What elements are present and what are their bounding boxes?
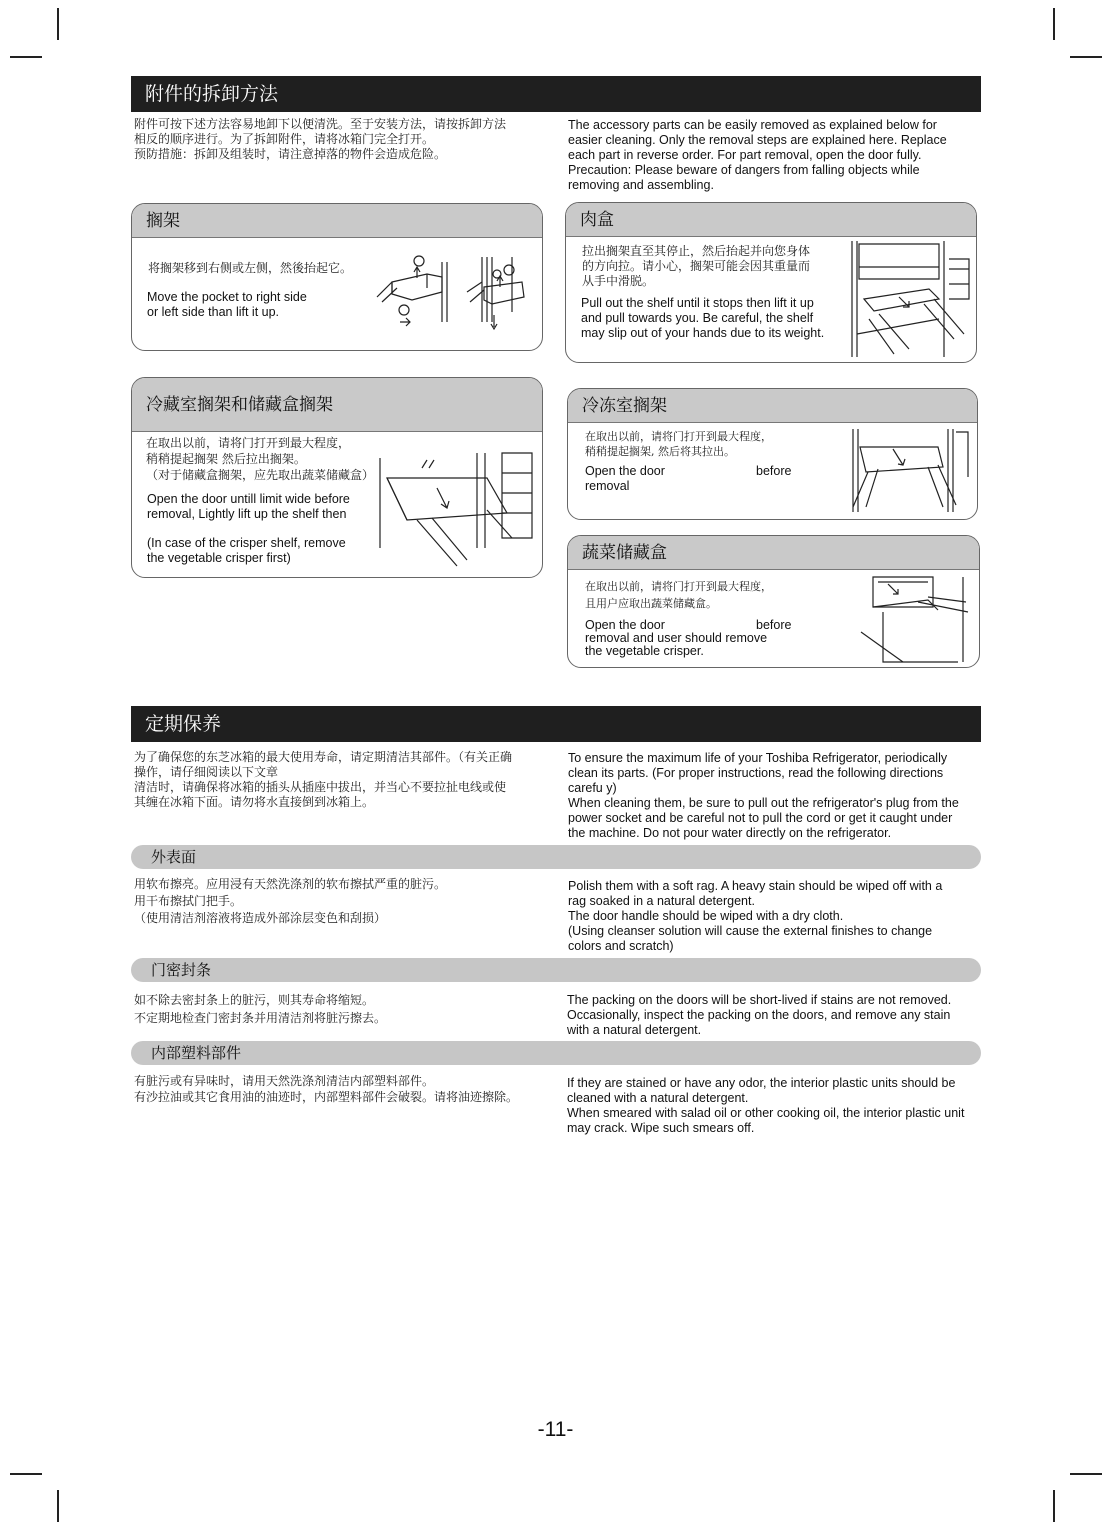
box-freezer-shelf-title: 冷冻室搁架 [568, 389, 977, 423]
crop-mark [57, 8, 59, 40]
box-fridge-shelf [131, 377, 543, 578]
exterior-en: Polish them with a soft rag. A heavy stain should be wiped off with a rag soaked in a natural detergent. The door handle should be wiped with a dry cloth. (Using cleanser solution will cause the external finishes to change colors and scratch) [568, 879, 943, 953]
page-number: -11- [537, 1418, 574, 1441]
subsection-exterior: 外表面 [131, 845, 981, 869]
maintenance-intro-cn: 为了确保您的东芝冰箱的最大使用寿命，请定期清洁其部件。（有关正确 操作，请仔细阅读以下文章 清洁时，请确保将冰箱的插头从插座中拔出，并当心不要拉扯电线或使 其缠在冰箱下面。请勿将水直接倒到冰箱上。 [134, 750, 513, 809]
box-crisper-en-left: Open the door removal and user should remove the vegetable crisper. [585, 618, 768, 658]
box-crisper-title: 蔬菜储藏盒 [568, 536, 979, 570]
crop-mark [1053, 1490, 1055, 1522]
box-fridge-shelf-en1: Open the door untill limit wide before removal, Lightly lift up the shelf then [147, 492, 350, 521]
crop-mark [1070, 56, 1102, 58]
door-pocket-illustration [372, 252, 537, 342]
door-seal-en: The packing on the doors will be short-lived if stains are not removed. Occasionally, inspect the packing on the doors, and remove any stain with a natural detergent. [567, 993, 952, 1037]
interior-plastic-cn: 有脏污或有异味时，请用天然洗涤剂清洁内部塑料部件。 有沙拉油或其它食用油的油迹时，内部塑料部件会破裂。请将油迹擦除。 [134, 1074, 519, 1104]
subsection-door-seal: 门密封条 [131, 958, 981, 982]
box-shelf [131, 203, 543, 351]
section-header-bar-right [566, 706, 981, 742]
meat-case-illustration [849, 239, 974, 361]
interior-plastic-en: If they are stained or have any odor, the interior plastic units should be cleaned with a natural detergent. When smeared with salad oil or other cooking oil, the interior plastic unit may crack. Wipe such smears off. [567, 1076, 965, 1135]
crop-mark [1070, 1473, 1102, 1475]
intro-en: The accessory parts can be easily removed as explained below for easier cleaning. Only the removal steps are explained here. Replace each part in reverse order. For part removal, open the door fully. Precaution: Please beware of dangers from falling objects while removing and assembling. [568, 118, 947, 192]
maintenance-intro-en: To ensure the maximum life of your Toshiba Refrigerator, periodically clean its parts. (For proper instructions, read the following directions carefu y) When cleaning them, be sure to pull out the refrigerator's plug from the power socket and be careful not to pull the cord or get it caught under the machine. Do not pour water directly on the refrigerator. [568, 751, 959, 840]
box-meat-cn: 拉出搁架直至其停止，然后抬起并向您身体 的方向拉。请小心，搁架可能会因其重量而 从手中滑脱。 [582, 244, 811, 288]
crop-mark [1053, 8, 1055, 40]
fridge-shelf-illustration [377, 448, 537, 570]
freezer-shelf-illustration [848, 427, 973, 515]
box-fridge-shelf-en2: (In case of the crisper shelf, remove the vegetable crisper first) [147, 536, 346, 565]
exterior-cn: 用软布擦亮。应用浸有天然洗涤剂的软布擦拭严重的脏污。 用干布擦拭门把手。 （使用清洁剂溶液将造成外部涂层变色和刮损） [134, 877, 447, 925]
section-header-accessory-removal: 附件的拆卸方法 [131, 76, 568, 112]
box-meat-en: Pull out the shelf until it stops then lift it up and pull towards you. Be careful, the shelf may slip out of your hands due to its weight. [581, 296, 825, 340]
door-seal-cn: 如不除去密封条上的脏污，则其寿命将缩短。 不定期地检查门密封条并用清洁剂将脏污擦去。 [134, 993, 387, 1025]
box-freezer-shelf [567, 388, 978, 520]
box-crisper-cn: 在取出以前，请将门打开到最大程度， 且用户应取出蔬菜储藏盒。 [585, 580, 772, 610]
box-freezer-shelf-en-left: Open the door removal [585, 464, 665, 493]
box-fridge-shelf-title: 冷藏室搁架和储藏盒搁架 [132, 378, 542, 432]
crop-mark [10, 56, 42, 58]
box-meat [565, 202, 977, 363]
box-freezer-shelf-en-right: before [756, 464, 792, 478]
intro-cn: 附件可按下述方法容易地卸下以便清洗。至于安装方法，请按拆卸方法 相反的顺序进行。为了拆卸附件，请将冰箱门完全打开。 预防措施：拆卸及组装时，请注意掉落的物件会造成危险。 [134, 117, 507, 161]
box-meat-title: 肉盒 [566, 203, 976, 237]
box-crisper [567, 535, 980, 668]
crop-mark [57, 1490, 59, 1522]
box-shelf-en: Move the pocket to right side or left side than lift it up. [147, 290, 307, 319]
box-crisper-en-right: before [756, 618, 792, 632]
box-shelf-title: 搁架 [132, 204, 542, 238]
section-header-maintenance: 定期保养 [131, 706, 568, 742]
subsection-interior-plastic: 内部塑料部件 [131, 1041, 981, 1065]
crop-mark [10, 1473, 42, 1475]
crisper-illustration [858, 572, 973, 664]
box-shelf-cn: 将搁架移到右侧或左侧，然後抬起它。 [148, 261, 353, 275]
box-freezer-shelf-cn: 在取出以前，请将门打开到最大程度， 稍稍提起搁架, 然后将其拉出。 [585, 430, 772, 458]
box-fridge-shelf-cn: 在取出以前，请将门打开到最大程度， 稍稍提起搁架 然后拉出搁架。 （对于储藏盒搁架，应先取出蔬菜储藏盒） [146, 436, 375, 482]
section-header-bar-right [566, 76, 981, 112]
